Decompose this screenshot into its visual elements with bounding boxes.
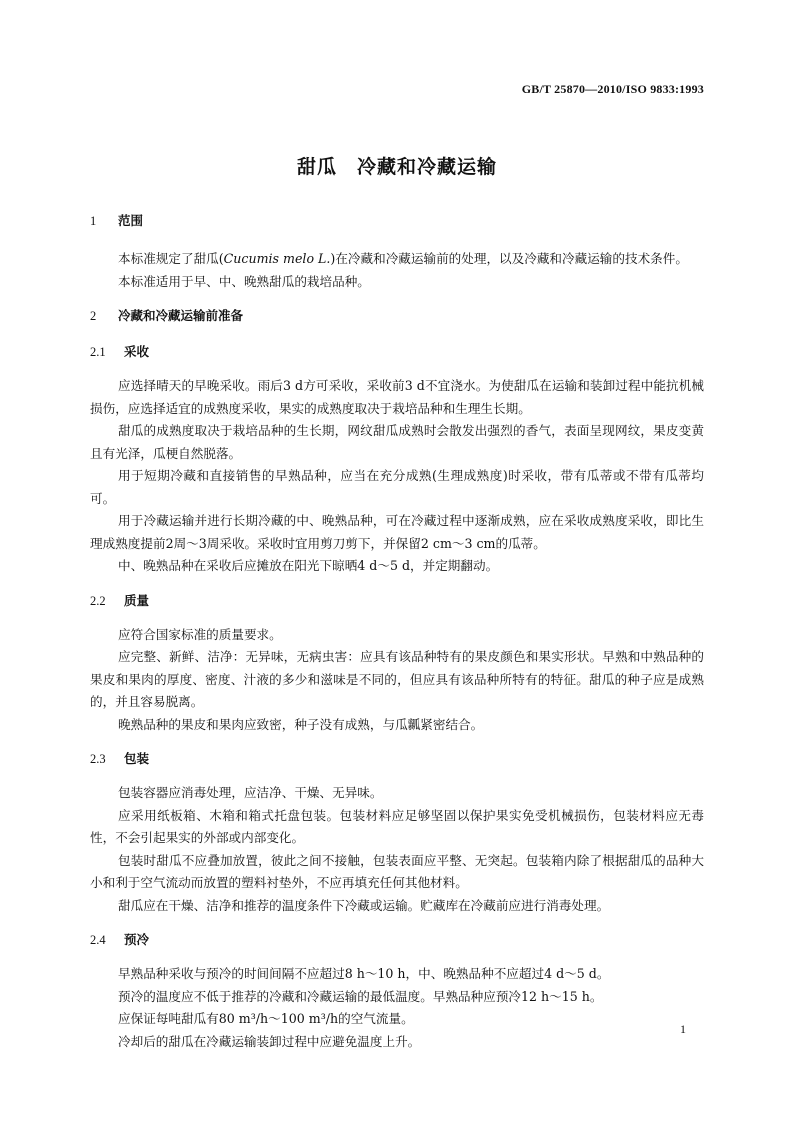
paragraph: 包装容器应消毒处理，应洁净、干燥、无异味。 bbox=[118, 785, 383, 800]
paragraph: 应选择晴天的早晚采收。雨后3 d方可采收，采收前3 d不宜浇水。为使甜瓜在运输和装卸过程中能抗机械损伤，应选择适宜的成熟度采收，果实的成熟度取决于栽培品种和生理生长期。 bbox=[90, 378, 704, 416]
paragraph: 中、晚熟品种在采收后应摊放在阳光下晾晒4 d～5 d，并定期翻动。 bbox=[118, 558, 499, 573]
section-heading-preparation bbox=[90, 307, 704, 325]
paragraph: 用于冷藏运输并进行长期冷藏的中、晚熟品种，可在冷藏过程中逐渐成熟，应在采收成熟度采收，即比生理成熟度提前2周～3周采收。采收时宜用剪刀剪下，并保留2 cm～3 cm的瓜蒂。 bbox=[90, 513, 704, 551]
document-title: 甜瓜 冷藏和冷藏运输 bbox=[296, 156, 497, 178]
subsection-number: 2.1 bbox=[90, 345, 106, 359]
subsection-number: 2.3 bbox=[90, 752, 106, 766]
paragraph: 甜瓜应在干燥、洁净和推荐的温度条件下冷藏或运输。贮藏库在冷藏前应进行消毒处理。 bbox=[118, 897, 610, 913]
subsection-title: 采收 bbox=[124, 344, 150, 359]
subsection-title: 预冷 bbox=[124, 932, 150, 947]
section-heading-scope bbox=[90, 212, 704, 230]
paragraph: 包装时甜瓜不应叠加放置，彼此之间不接触，包装表面应平整、无突起。包装箱内除了根据甜瓜的品种大小和利于空气流动而放置的塑料衬垫外，不应再填充任何其他材料。 bbox=[90, 852, 704, 890]
paragraph: 甜瓜的成熟度取决于栽培品种的生长期，网纹甜瓜成熟时会散发出强烈的香气，表面呈现网纹，果皮变黄且有光泽，瓜梗自然脱落。 bbox=[90, 423, 704, 461]
section-title: 范围 bbox=[118, 213, 144, 228]
subsection-title: 质量 bbox=[124, 592, 150, 608]
paragraph: 预冷的温度应不低于推荐的冷藏和冷藏运输的最低温度。早熟品种应预冷12 h～15 h。 bbox=[118, 988, 603, 1004]
paragraph: 用于短期冷藏和直接销售的早熟品种，应当在充分成熟(生理成熟度)时采收，带有瓜蒂或不带有瓜蒂均可。 bbox=[90, 468, 704, 506]
paragraph: 应完整、新鲜、洁净：无异味，无病虫害：应具有该品种特有的果皮颜色和果实形状。早熟和中熟品种的果皮和果肉的厚度、密度、汁液的多少和滋味是不同的，但应具有该品种所特有的特征。甜瓜的种子应是成熟的，并且容易脱离。 bbox=[90, 649, 704, 709]
paragraph: 本标准适用于早、中、晚熟甜瓜的栽培品种。 bbox=[118, 273, 370, 289]
subsection-title: 包装 bbox=[124, 751, 150, 766]
subsection-number: 2.2 bbox=[90, 593, 106, 608]
page-number: 1 bbox=[680, 1022, 686, 1036]
paragraph: 本标准规定了甜瓜(Cucumis melo L.)在冷藏和冷藏运输前的处理，以及冷藏和冷藏运输的技术条件。 bbox=[118, 251, 688, 266]
paragraph: 应符合国家标准的质量要求。 bbox=[118, 626, 282, 642]
subsection-heading-harvest bbox=[90, 343, 704, 361]
subsection-heading-precooling bbox=[90, 931, 704, 949]
subsection-heading-packaging bbox=[90, 750, 704, 768]
standard-code: GB/T 25870—2010/ISO 9833:1993 bbox=[521, 82, 704, 96]
paragraph: 冷却后的甜瓜在冷藏运输装卸过程中应避免温度上升。 bbox=[118, 1033, 421, 1049]
section-title: 冷藏和冷藏运输前准备 bbox=[118, 308, 244, 323]
paragraph: 应保证每吨甜瓜有80 m³/h～100 m³/h的空气流量。 bbox=[118, 1011, 414, 1026]
paragraph: 应采用纸板箱、木箱和箱式托盘包装。包装材料应足够坚固以保护果实免受机械损伤，包装材料应无毒性，不会引起果实的外部或内部变化。 bbox=[90, 807, 704, 845]
section-number: 2 bbox=[90, 309, 97, 323]
document-body bbox=[90, 212, 704, 1053]
subsection-number: 2.4 bbox=[90, 933, 106, 947]
paragraph: 晚熟品种的果皮和果肉应致密，种子没有成熟，与瓜瓤紧密结合。 bbox=[118, 716, 484, 732]
paragraph: 早熟品种采收与预冷的时间间隔不应超过8 h～10 h，中、晚熟品种不应超过4 d～5 d。 bbox=[118, 966, 610, 981]
section-number: 1 bbox=[90, 214, 97, 228]
subsection-heading-quality bbox=[90, 592, 704, 610]
